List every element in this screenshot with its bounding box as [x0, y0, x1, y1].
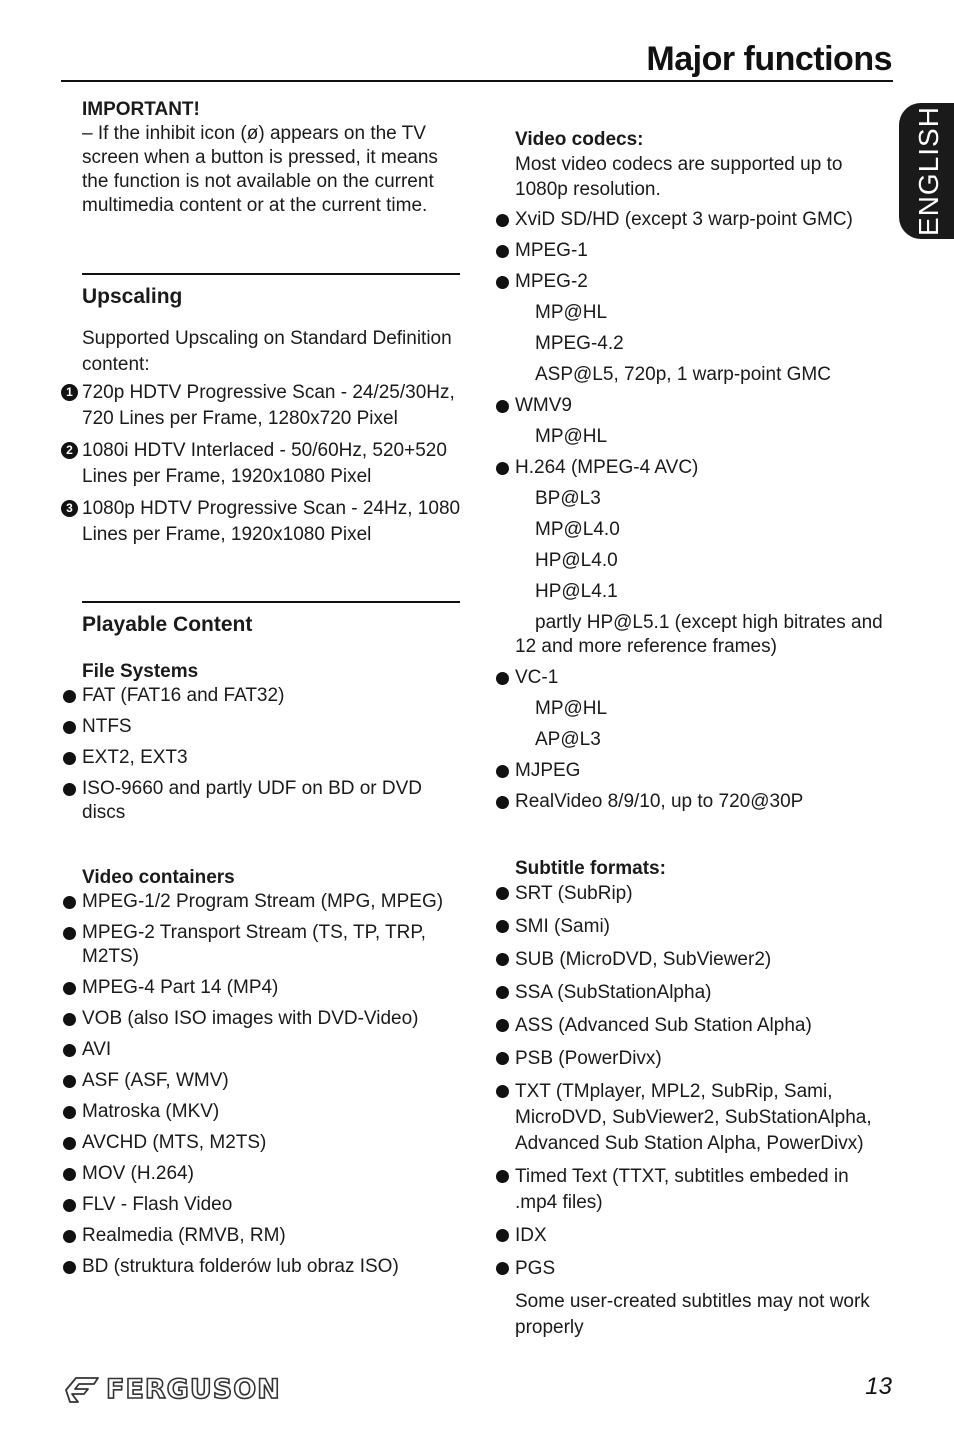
bullet-icon: [63, 1168, 76, 1181]
list-item-text: BD (struktura folderów lub obraz ISO): [82, 1256, 399, 1277]
bullet-icon: [63, 927, 76, 940]
list-item: [61, 1255, 461, 1279]
list-item-text: ASF (ASF, WMV): [82, 1070, 229, 1091]
upscaling-item: [61, 380, 461, 432]
list-item: [61, 921, 461, 969]
list-item: [494, 790, 894, 814]
list-item: [494, 394, 894, 418]
video-codecs-intro: Most video codecs are supported up to 1080p resolution.: [515, 154, 843, 200]
codec-profile: MP@HL: [535, 698, 608, 719]
list-item-text: PGS: [515, 1258, 556, 1279]
list-item: [61, 1224, 461, 1248]
list-item-text: Matroska (MKV): [82, 1101, 220, 1122]
video-codecs-list: [494, 208, 894, 814]
list-item-text: SRT (SubRip): [515, 883, 633, 904]
bullet-icon: [63, 896, 76, 909]
bullet-icon: [496, 1085, 509, 1098]
list-item-text: WMV9: [515, 395, 572, 416]
upscaling-title: Upscaling: [82, 285, 183, 308]
list-item-text: H.264 (MPEG-4 AVC): [515, 457, 699, 478]
bullet-icon: [63, 1013, 76, 1026]
left-column: [61, 98, 461, 1286]
list-item: [61, 1193, 461, 1217]
bullet-icon: [63, 1106, 76, 1119]
list-item-text: Realmedia (RMVB, RM): [82, 1225, 286, 1246]
important-heading: IMPORTANT!: [82, 99, 200, 120]
bullet-icon: [496, 672, 509, 685]
bullet-icon: [63, 1075, 76, 1088]
bullet-icon: [63, 1044, 76, 1057]
list-item-text: VOB (also ISO images with DVD-Video): [82, 1008, 419, 1029]
list-item: [61, 1100, 461, 1124]
bullet-icon: [63, 1137, 76, 1150]
list-item: [61, 715, 461, 739]
list-item: [61, 746, 461, 770]
list-item: [494, 881, 894, 907]
list-item-text: MOV (H.264): [82, 1163, 194, 1184]
page-title: Major functions: [646, 40, 892, 78]
list-item: [61, 1007, 461, 1031]
bullet-icon: [63, 752, 76, 765]
codec-profile: MP@L4.0: [535, 519, 620, 540]
video-containers-heading: Video containers: [82, 867, 235, 888]
bullet-icon: [63, 783, 76, 796]
bullet-icon: [63, 982, 76, 995]
language-tab: [899, 103, 954, 239]
bullet-icon: [496, 920, 509, 933]
upscaling-intro: Supported Upscaling on Standard Definition content:: [82, 328, 452, 375]
bullet-icon: [63, 690, 76, 703]
bullet-icon: [496, 462, 509, 475]
number-badge-icon: 2: [61, 442, 78, 459]
list-item-text: MPEG-2 Transport Stream (TS, TP, TRP, M2TS): [82, 922, 426, 967]
file-systems-heading: File Systems: [82, 661, 199, 682]
important-text: – If the inhibit icon (ø) appears on the TV screen when a button is pressed, it means the function is not available on the current multimedia content or at the current time.: [82, 123, 438, 216]
bullet-icon: [496, 400, 509, 413]
bullet-icon: [63, 1261, 76, 1274]
list-item: [494, 914, 894, 940]
list-item-text: SSA (SubStationAlpha): [515, 982, 712, 1003]
bullet-icon: [63, 721, 76, 734]
list-item-text: SMI (Sami): [515, 916, 610, 937]
list-item-text: MPEG-1/2 Program Stream (MPG, MPEG): [82, 891, 444, 912]
bullet-icon: [496, 986, 509, 999]
brand-name: FERGUSON: [106, 1374, 281, 1405]
list-item-text: MPEG-4 Part 14 (MP4): [82, 977, 279, 998]
bullet-icon: [496, 796, 509, 809]
list-item-text: AVCHD (MTS, M2TS): [82, 1132, 267, 1153]
bullet-icon: [496, 1019, 509, 1032]
list-item: [494, 456, 894, 480]
list-item-text: ASS (Advanced Sub Station Alpha): [515, 1015, 812, 1036]
list-item: [61, 1162, 461, 1186]
codec-profile: HP@L4.0: [535, 550, 618, 571]
video-containers-list: [61, 890, 461, 1279]
list-item: [494, 270, 894, 294]
ferguson-logo-mark-icon: [64, 1376, 100, 1404]
list-item: [61, 1131, 461, 1155]
list-item: [494, 759, 894, 783]
list-item-text: IDX: [515, 1225, 547, 1246]
upscaling-item-text: 1080i HDTV Interlaced - 50/60Hz, 520+520 Lines per Frame, 1920x1080 Pixel: [82, 440, 447, 487]
subtitle-formats-list: [494, 881, 894, 1282]
codec-profile: ASP@L5, 720p, 1 warp-point GMC: [535, 364, 831, 385]
list-item: [494, 1046, 894, 1072]
upscaling-item-text: 720p HDTV Progressive Scan - 24/25/30Hz, 720 Lines per Frame, 1280x720 Pixel: [82, 382, 455, 429]
list-item-text: AVI: [82, 1039, 112, 1060]
list-item: [61, 684, 461, 708]
bullet-icon: [496, 276, 509, 289]
bullet-icon: [63, 1199, 76, 1212]
list-item-text: Timed Text (TTXT, subtitles embeded in .mp4 files): [515, 1166, 849, 1213]
bullet-icon: [496, 1052, 509, 1065]
video-codecs-heading: Video codecs:: [515, 129, 644, 150]
bullet-icon: [496, 1170, 509, 1183]
ferguson-logo: [64, 1375, 281, 1405]
bullet-icon: [496, 1229, 509, 1242]
codec-profile: BP@L3: [535, 488, 601, 509]
list-item: [494, 1223, 894, 1249]
list-item-text: PSB (PowerDivx): [515, 1048, 662, 1069]
bullet-icon: [496, 1262, 509, 1275]
list-item: [61, 976, 461, 1000]
list-item-text: XviD SD/HD (except 3 warp-point GMC): [515, 209, 853, 230]
codec-profile: MP@HL: [535, 302, 608, 323]
list-item: [61, 1069, 461, 1093]
list-item-text: FAT (FAT16 and FAT32): [82, 685, 285, 706]
bullet-icon: [63, 1230, 76, 1243]
list-item: [61, 890, 461, 914]
list-item: [494, 208, 894, 232]
list-item-text: MPEG-2: [515, 271, 588, 292]
title-divider: [61, 80, 893, 82]
page-number: 13: [865, 1373, 892, 1400]
list-item-text: EXT2, EXT3: [82, 747, 188, 768]
bullet-icon: [496, 765, 509, 778]
list-item: [494, 1256, 894, 1282]
list-item-text: SUB (MicroDVD, SubViewer2): [515, 949, 772, 970]
list-item: [494, 239, 894, 263]
list-item: [494, 1164, 894, 1216]
codec-profile: partly HP@L5.1 (except high bitrates and 12 and more reference frames): [515, 612, 883, 657]
codec-profile: MPEG-4.2: [535, 333, 624, 354]
upscaling-item-text: 1080p HDTV Progressive Scan - 24Hz, 1080 Lines per Frame, 1920x1080 Pixel: [82, 498, 461, 545]
list-item: [494, 666, 894, 690]
codec-profile: HP@L4.1: [535, 581, 618, 602]
list-item: [494, 1079, 894, 1157]
codec-profile: AP@L3: [535, 729, 601, 750]
bullet-icon: [496, 245, 509, 258]
playable-title: Playable Content: [82, 613, 253, 636]
list-item: [61, 1038, 461, 1062]
list-item: [494, 1013, 894, 1039]
file-systems-list: [61, 684, 461, 825]
list-item-text: FLV - Flash Video: [82, 1194, 233, 1215]
number-badge-icon: 1: [61, 384, 78, 401]
important-note: [61, 98, 461, 218]
right-column: [494, 128, 894, 1341]
bullet-icon: [496, 887, 509, 900]
bullet-icon: [496, 953, 509, 966]
upscaling-item: [61, 438, 461, 490]
list-item: [494, 980, 894, 1006]
number-badge-icon: 3: [61, 500, 78, 517]
upscaling-item: [61, 496, 461, 548]
codec-profile: MP@HL: [535, 426, 608, 447]
list-item-text: TXT (TMplayer, MPL2, SubRip, Sami, MicroDVD, SubViewer2, SubStationAlpha, Advanced Sub Station Alpha, PowerDivx): [515, 1081, 872, 1154]
list-item: [61, 777, 461, 825]
list-item-text: MJPEG: [515, 760, 581, 781]
subtitle-formats-heading: Subtitle formats:: [515, 858, 666, 879]
upscaling-list: [61, 380, 461, 548]
subtitle-note: Some user-created subtitles may not work properly: [515, 1291, 870, 1338]
list-item-text: ISO-9660 and partly UDF on BD or DVD discs: [82, 778, 423, 823]
language-tab-label: ENGLISH: [913, 106, 944, 236]
bullet-icon: [496, 214, 509, 227]
list-item-text: MPEG-1: [515, 240, 588, 261]
list-item: [494, 947, 894, 973]
list-item-text: VC-1: [515, 667, 559, 688]
list-item-text: RealVideo 8/9/10, up to 720@30P: [515, 791, 804, 812]
list-item-text: NTFS: [82, 716, 132, 737]
